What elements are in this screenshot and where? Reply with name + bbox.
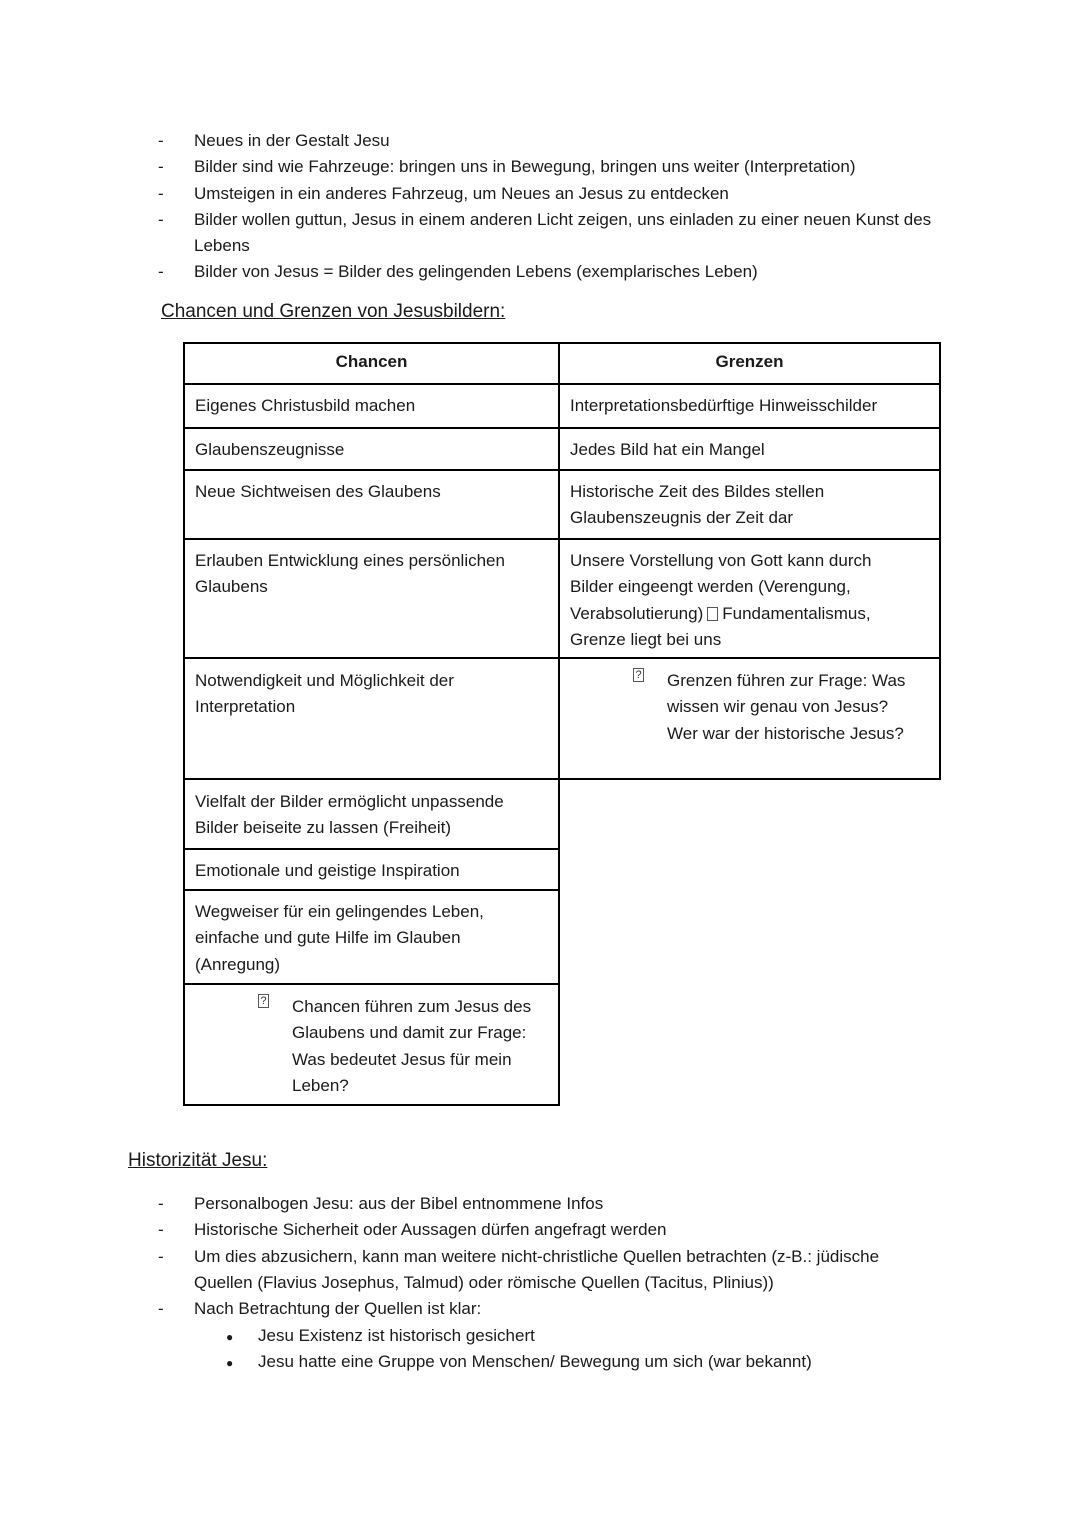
table-cell-chancen: Eigenes Christusbild machen (195, 396, 416, 415)
list-item: - Umsteigen in ein anderes Fahrzeug, um Neues an Jesus zu entdecken (0, 181, 954, 207)
table-cell-grenzen: Interpretationsbedürftige Hinweisschilder (570, 396, 878, 415)
section-heading-historizitaet: Historizität Jesu: (128, 1150, 268, 1171)
list-item: - Nach Betrachtung der Quellen ist klar: (0, 1296, 954, 1322)
table-cell-grenzen: Jedes Bild hat ein Mangel (570, 440, 765, 459)
historicity-bullets (0, 1323, 812, 1376)
list-item: - Neues in der Gestalt Jesu (0, 128, 954, 154)
list-item: - Bilder sind wie Fahrzeuge: bringen uns in Bewegung, bringen uns weiter (Interpretation) (0, 154, 954, 180)
arrow-placeholder-icon (707, 607, 718, 621)
table-cell-chancen: Glaubenszeugnisse (195, 440, 345, 459)
list-item: - Um dies abzusichern, kann man weitere nicht-christliche Quellen betrachten (z-B.: jüdische Quellen (Flavius Josephus, Talmud) oder römische Quellen (Tacitus, Plinius)) (0, 1244, 939, 1297)
table-cell-chancen: Vielfalt der Bilder ermöglicht unpassende Bilder beiseite zu lassen (Freiheit) (195, 792, 504, 838)
intro-list (0, 128, 954, 286)
table-cell-grenzen: Historische Zeit des Bildes stellen Glaubenszeugnis der Zeit dar (570, 482, 825, 528)
bullet-item: ● Jesu Existenz ist historisch gesichert (0, 1323, 812, 1349)
table-cell-chancen: Erlauben Entwicklung eines persönlichen Glaubens (195, 551, 505, 597)
list-item: - Personalbogen Jesu: aus der Bibel entnommene Infos (0, 1191, 954, 1217)
section-heading-chancen-grenzen: Chancen und Grenzen von Jesusbildern: (161, 301, 506, 322)
arrow-placeholder-icon: ? (633, 668, 644, 682)
table-cell-grenzen-conclusion: Grenzen führen zur Frage: Was wissen wir genau von Jesus? Wer war der historische Jesus? (667, 671, 906, 743)
table-cell-chancen-conclusion: Chancen führen zum Jesus des Glaubens und damit zur Frage: Was bedeutet Jesus für mein Leben? (292, 997, 532, 1095)
table-header-grenzen: Grenzen (715, 352, 784, 371)
table-header-chancen: Chancen (335, 352, 408, 371)
list-item: - Bilder von Jesus = Bilder des gelingenden Lebens (exemplarisches Leben) (0, 259, 954, 285)
table-cell-chancen: Notwendigkeit und Möglichkeit der Interpretation (195, 671, 454, 717)
historicity-list (0, 1191, 954, 1322)
list-item: - Bilder wollen guttun, Jesus in einem anderen Licht zeigen, uns einladen zu einer neuen Kunst des Lebens (0, 207, 954, 260)
grenzen-text-part-b: Fundamentalismus, Grenze liegt bei uns (570, 603, 871, 649)
list-item: - Historische Sicherheit oder Aussagen dürfen angefragt werden (0, 1217, 954, 1243)
grenzen-text-part-a: Unsere Vorstellung von Gott kann durch Bilder eingeengt werden (Verengung, Verabsolutierung) (570, 551, 872, 623)
table-cell-chancen: Neue Sichtweisen des Glaubens (195, 482, 441, 501)
bullet-item: ● Jesu hatte eine Gruppe von Menschen/ Bewegung um sich (war bekannt) (0, 1349, 812, 1375)
table-cell-chancen: Emotionale und geistige Inspiration (195, 861, 460, 880)
table-cell-grenzen (560, 540, 910, 661)
arrow-placeholder-icon: ? (258, 994, 269, 1008)
table-cell-chancen: Wegweiser für ein gelingendes Leben, einfache und gute Hilfe im Glauben (Anregung) (195, 902, 484, 974)
